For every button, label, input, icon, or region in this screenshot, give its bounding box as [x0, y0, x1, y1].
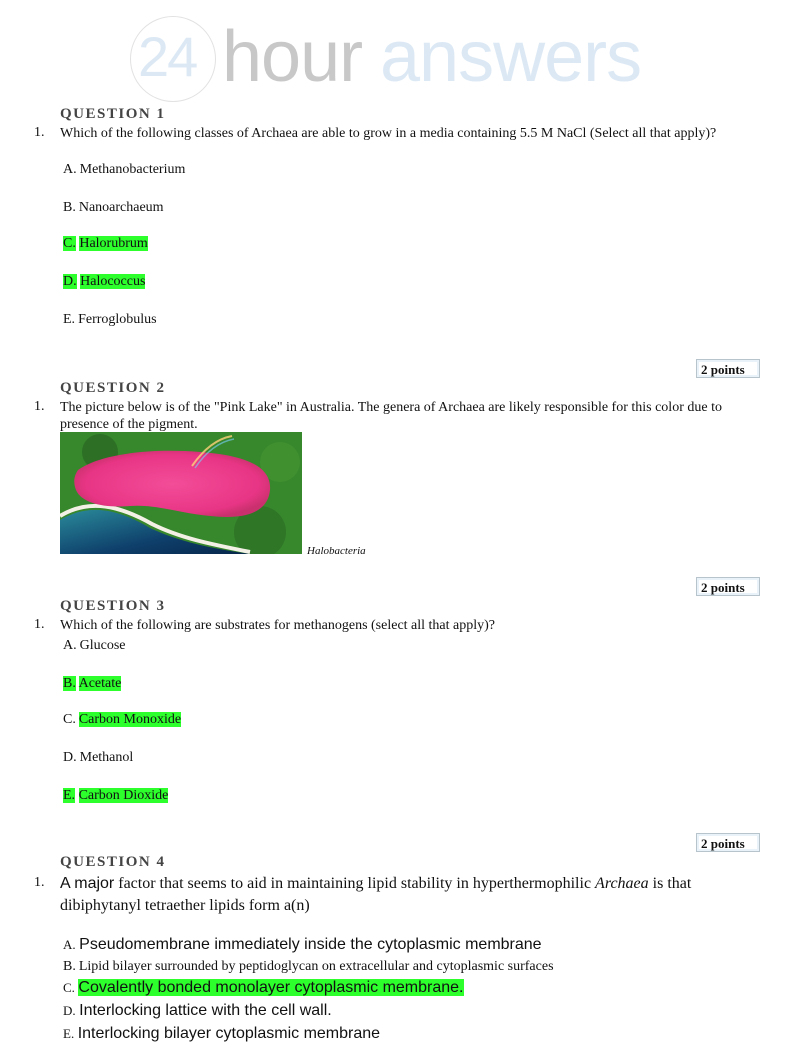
question-4-text-part: factor that seems to aid in maintaining lipid stability in hyperthermophilic — [114, 875, 596, 892]
pink-lake-image — [60, 432, 302, 554]
option-letter: E. — [63, 788, 76, 803]
option-label: Acetate — [78, 676, 122, 691]
option-letter: D. — [63, 274, 77, 289]
question-2-answer: Halobacteria — [307, 545, 366, 557]
option-label: Carbon Monoxide — [78, 712, 182, 727]
question-4-number: 1. — [34, 875, 45, 890]
q3-option-b[interactable] — [63, 675, 121, 693]
option-label: Interlocking lattice with the cell wall. — [79, 1002, 332, 1019]
option-label: Carbon Dioxide — [78, 788, 169, 803]
q1-option-c[interactable] — [63, 235, 148, 253]
option-label: Glucose — [79, 638, 126, 653]
option-letter: B. — [63, 200, 76, 215]
option-letter: D. — [63, 750, 77, 765]
q3-option-d[interactable] — [63, 749, 133, 767]
option-label: Halococcus — [80, 274, 146, 289]
q3-option-e[interactable] — [63, 787, 168, 805]
q1-option-d[interactable] — [63, 273, 145, 291]
question-4-title: QUESTION 4 — [60, 854, 166, 870]
question-4-text-part: is that dibiphytanyl tetraether lipids form a(n) — [60, 875, 692, 914]
q3-option-c[interactable] — [63, 711, 181, 729]
option-letter: D. — [63, 1003, 76, 1018]
q3-option-a[interactable] — [63, 637, 126, 655]
option-label: Pseudomembrane immediately inside the cytoplasmic membrane — [79, 936, 542, 953]
option-letter: C. — [63, 712, 76, 727]
option-letter: A. — [63, 162, 77, 177]
q4-option-d[interactable] — [63, 1002, 332, 1021]
points-badge: 2 points — [696, 577, 760, 596]
option-letter: A. — [63, 638, 77, 653]
option-label: Methanobacterium — [79, 162, 186, 177]
q1-option-e[interactable] — [63, 311, 157, 329]
option-letter: B. — [63, 959, 76, 974]
question-3-number: 1. — [34, 617, 45, 632]
question-1-text: Which of the following classes of Archaea are able to grow in a media containing 5.5 M NaCl (Select all that apply)? — [60, 126, 717, 141]
option-label: Methanol — [79, 750, 134, 765]
q1-option-b[interactable] — [63, 199, 164, 217]
option-label: Ferroglobulus — [78, 312, 157, 327]
q4-option-b[interactable] — [63, 958, 554, 976]
option-label: Interlocking bilayer cytoplasmic membrane — [77, 1025, 381, 1042]
q4-option-e[interactable] — [63, 1025, 380, 1044]
option-label: Lipid bilayer surrounded by peptidoglycan on extracellular and cytoplasmic surfaces — [78, 959, 554, 974]
points-badge: 2 points — [696, 359, 760, 378]
option-label: Halorubrum — [79, 236, 148, 251]
q4-option-c[interactable] — [63, 979, 464, 998]
option-letter: B. — [63, 676, 76, 691]
points-badge: 2 points — [696, 833, 760, 852]
question-3-text: Which of the following are substrates for methanogens (select all that apply)? — [60, 618, 496, 633]
option-label: Covalently bonded monolayer cytoplasmic membrane. — [78, 979, 464, 996]
option-letter: C. — [63, 236, 76, 251]
logo-word-hour: hour — [222, 17, 363, 97]
option-label: Nanoarchaeum — [78, 200, 164, 215]
option-letter: A. — [63, 937, 76, 952]
question-1-title: QUESTION 1 — [60, 106, 166, 122]
question-3-title: QUESTION 3 — [60, 598, 166, 614]
question-4-text-part: A major — [60, 875, 115, 892]
q4-option-a[interactable] — [63, 936, 542, 955]
option-letter: E. — [63, 1026, 75, 1041]
logo-word-answers: answers — [380, 17, 642, 97]
site-logo — [130, 14, 670, 96]
question-4-text-italic: Archaea — [595, 875, 649, 892]
question-2-number: 1. — [34, 399, 45, 414]
question-2-title: QUESTION 2 — [60, 380, 166, 396]
question-2-text: The picture below is of the "Pink Lake" in Australia. The genera of Archaea are likely responsible for this color due to presence of the pigment. — [60, 400, 722, 432]
option-letter: C. — [63, 980, 75, 995]
option-letter: E. — [63, 312, 76, 327]
question-1-number: 1. — [34, 125, 45, 140]
logo-number: 24 — [138, 25, 197, 88]
question-4-text — [60, 873, 765, 917]
q1-option-a[interactable] — [63, 161, 185, 179]
